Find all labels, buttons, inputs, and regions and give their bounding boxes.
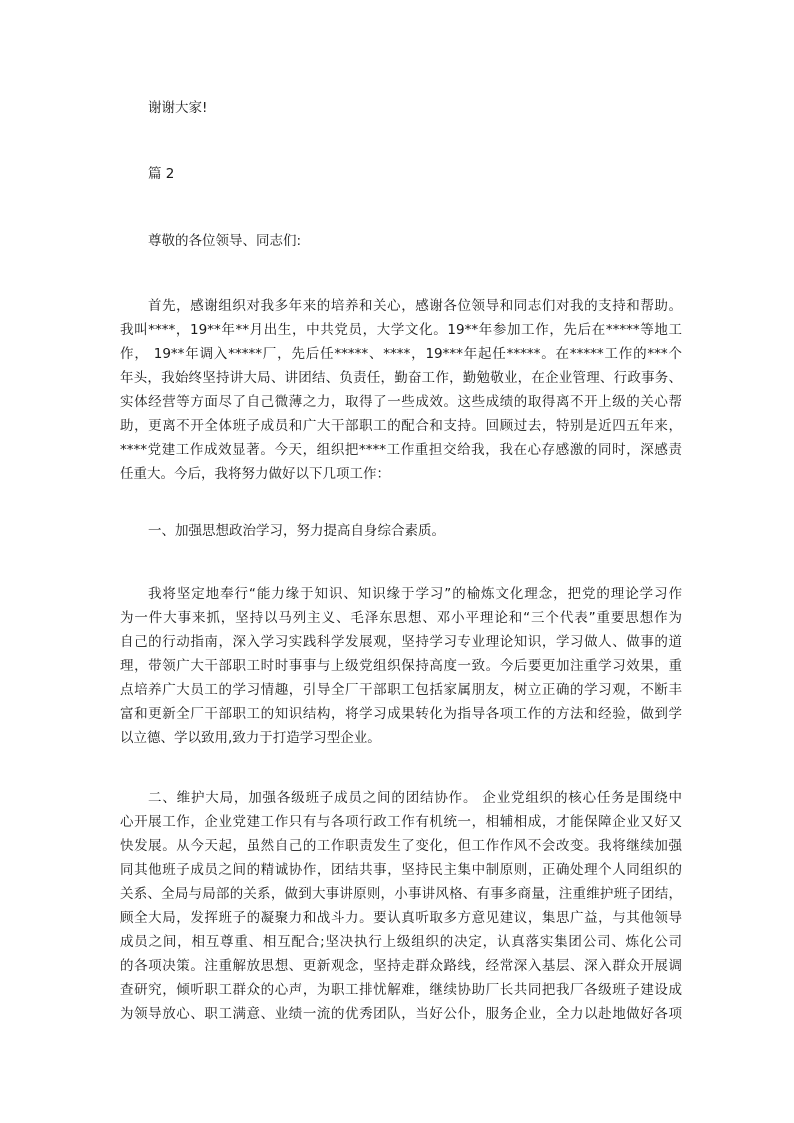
paragraph-line: 我将坚定地奉行“能力缘于知识、知识缘于学习”的榆炼文化理念，把党的理论学习作 — [148, 586, 682, 602]
paragraph-line: 快发展。从今天起，虽然自己的工作职责发生了变化，但工作作风不会改变。我将继续加强 — [120, 838, 682, 854]
paragraph-line: 我叫****，19**年**月出生，中共党员，大学文化。19**年参加工作，先后在*****等地工 — [120, 322, 682, 338]
paragraph-line: 任重大。今后，我将努力做好以下几项工作： — [120, 466, 390, 482]
paragraph-line: 理，带领广大干部职工时时事事与上级党组织保持高度一致。今后要更加注重学习效果，重 — [120, 658, 682, 674]
paragraph-line: 作， 19**年调入*****厂，先后任*****、****，19***年起任*****。在*****工作的***个 — [120, 346, 682, 362]
paragraph-line: 同其他班子成员之间的精诚协作，团结共事，坚持民主集中制原则，正确处理个人同组织的 — [120, 862, 682, 878]
paragraph-line: 的各项决策。注重解放思想、更新观念，坚持走群众路线，经常深入基层、深入群众开展调 — [120, 958, 682, 974]
paragraph-line: 以立德、学以致用,致力于打造学习型企业。 — [120, 730, 381, 746]
paragraph-line: 为领导放心、职工满意、业绩一流的优秀团队，当好公仆，服务企业，全力以赴地做好各项 — [120, 1006, 682, 1022]
paragraph-line: 年头，我始终坚持讲大局、讲团结、负责任，勤奋工作，勤勉敬业，在企业管理、行政事务、 — [120, 370, 682, 386]
paragraph-line: 首先，感谢组织对我多年来的培养和关心，感谢各位领导和同志们对我的支持和帮助。 — [148, 298, 682, 314]
salutation: 尊敬的各位领导、同志们: — [148, 233, 302, 249]
paragraph-line: 成员之间，相互尊重、相互配合;坚决执行上级组织的决定，认真落实集团公司、炼化公司 — [120, 934, 682, 950]
section-heading-1: 一、加强思想政治学习，努力提高自身综合素质。 — [148, 523, 445, 539]
paragraph-line: 二、维护大局，加强各级班子成员之间的团结协作。 企业党组织的核心任务是围绕中 — [148, 790, 682, 806]
paragraph-line: 富和更新全厂干部职工的知识结构，将学习成果转化为指导各项工作的方法和经验，做到学 — [120, 706, 682, 722]
paragraph-line: 实体经营等方面尽了自己微薄之力，取得了一些成效。这些成绩的取得离不开上级的关心帮 — [120, 394, 682, 410]
paragraph-line: 心开展工作，企业党建工作只有与各项行政工作有机统一，相辅相成，才能保障企业又好又 — [120, 814, 682, 830]
paragraph-line: ****党建工作成效显著。今天，组织把****工作重担交给我，我在心存感激的同时，深感责 — [120, 442, 682, 458]
paragraph-line: 点培养广大员工的学习情趣，引导全厂干部职工包括家属朋友，树立正确的学习观，不断丰 — [120, 682, 682, 698]
section-title: 篇 2 — [148, 166, 175, 182]
paragraph-line: 关系、全局与局部的关系，做到大事讲原则，小事讲风格、有事多商量，注重维护班子团结， — [120, 886, 682, 902]
paragraph-line: 自己的行动指南，深入学习实践科学发展观，坚持学习专业理论知识，学习做人、做事的道 — [120, 634, 682, 650]
closing-text: 谢谢大家! — [148, 100, 208, 116]
paragraph-line: 顾全大局，发挥班子的凝聚力和战斗力。要认真听取多方意见建议，集思广益，与其他领导 — [120, 910, 682, 926]
paragraph-line: 查研究，倾听职工群众的心声，为职工排忧解难，继续协助厂长共同把我厂各级班子建设成 — [120, 982, 682, 998]
paragraph-line: 为一件大事来抓，坚持以马列主义、毛泽东思想、邓小平理论和“三个代表”重要思想作为 — [120, 610, 682, 626]
paragraph-line: 助，更离不开全体班子成员和广大干部职工的配合和支持。回顾过去，特别是近四五年来， — [120, 418, 682, 434]
